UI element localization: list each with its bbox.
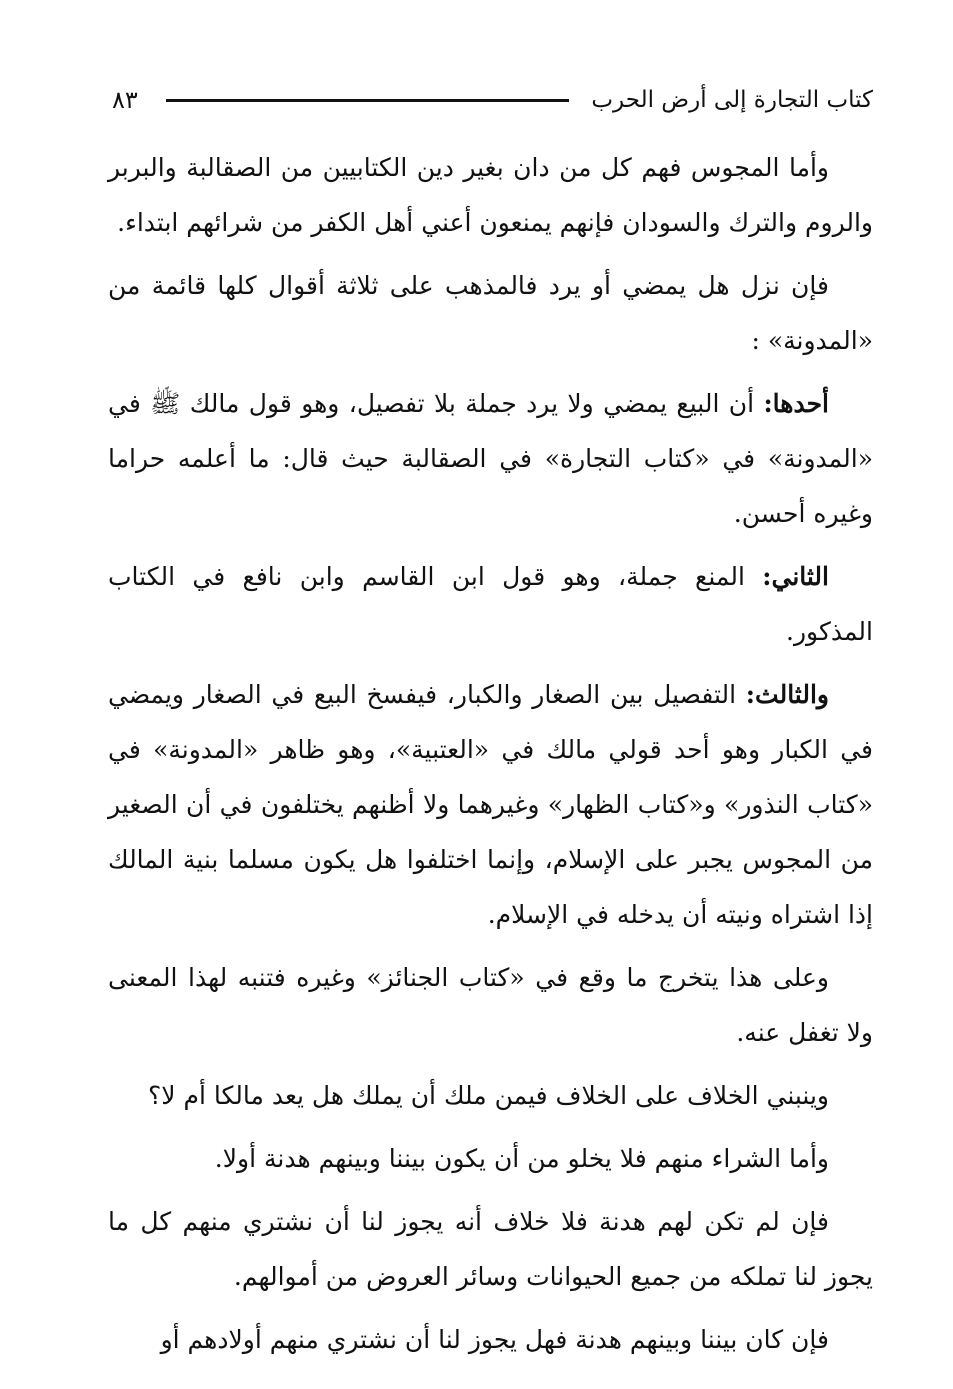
- paragraph-6: [108, 950, 873, 1060]
- paragraph-lead: أحدها:: [763, 389, 829, 418]
- paragraph-text: التفصيل بين الصغار والكبار، فيفسخ البيع في الصغار ويمضي في الكبار وهو أحد قولي مالك في «العتبية»، وهو ظاهر «المدونة» في «كتاب النذور» و«كتاب الظهار» وغيرهما ولا أظنهم يختلفون في أن الصغير من المجوس يجبر على الإسلام، وإنما اختلفوا هل يكون مسلما بنية المالك إذا اشتراه ونيته أن يدخله في الإسلام.: [108, 680, 873, 929]
- paragraph-8: [108, 1131, 873, 1186]
- paragraph-lead: الثاني:: [762, 562, 829, 591]
- running-header: [112, 82, 873, 118]
- paragraph-1: [108, 140, 873, 250]
- paragraph-4: [108, 549, 873, 659]
- paragraph-text: وينبني الخلاف على الخلاف فيمن ملك أن يملك هل يعد مالكا أم لا؟: [148, 1081, 829, 1110]
- paragraph-text: أن البيع يمضي ولا يرد جملة بلا تفصيل، وهو قول مالك ﷺ في «المدونة» في «كتاب التجارة» في الصقالبة حيث قال: ما أعلمه حراما وغيره أحسن.: [108, 389, 873, 528]
- paragraph-text: فإن لم تكن لهم هدنة فلا خلاف أنه يجوز لنا أن نشتري منهم كل ما يجوز لنا تملكه من جميع الحيوانات وسائر العروض من أموالهم.: [108, 1207, 873, 1291]
- running-title: كتاب التجارة إلى أرض الحرب: [591, 87, 873, 113]
- paragraph-7: [108, 1068, 873, 1123]
- paragraph-text: وأما الشراء منهم فلا يخلو من أن يكون بيننا وبينهم هدنة أولا.: [214, 1144, 829, 1173]
- header-rule: [166, 99, 570, 102]
- paragraph-text: وعلى هذا يتخرج ما وقع في «كتاب الجنائز» وغيره فتنبه لهذا المعنى ولا تغفل عنه.: [108, 963, 873, 1047]
- paragraph-5: [108, 667, 873, 942]
- paragraph-text: وأما المجوس فهم كل من دان بغير دين الكتابيين من الصقالبة والبربر والروم والترك والسودان فإنهم يمنعون أعني أهل الكفر من شرائهم ابتداء.: [108, 153, 873, 237]
- paragraph-lead: والثالث:: [745, 680, 829, 709]
- paragraph-text: فإن كان بيننا وبينهم هدنة فهل يجوز لنا أن نشتري منهم أولادهم أو: [160, 1325, 829, 1354]
- page-number: ٨٣: [112, 86, 138, 114]
- paragraph-10: [108, 1312, 873, 1367]
- body-text: [108, 140, 873, 1375]
- paragraph-text: فإن نزل هل يمضي أو يرد فالمذهب على ثلاثة أقوال كلها قائمة من «المدونة» :: [108, 271, 873, 355]
- paragraph-2: [108, 258, 873, 368]
- paragraph-text: المنع جملة، وهو قول ابن القاسم وابن نافع في الكتاب المذكور.: [108, 562, 873, 646]
- paragraph-9: [108, 1194, 873, 1304]
- paragraph-3: [108, 376, 873, 541]
